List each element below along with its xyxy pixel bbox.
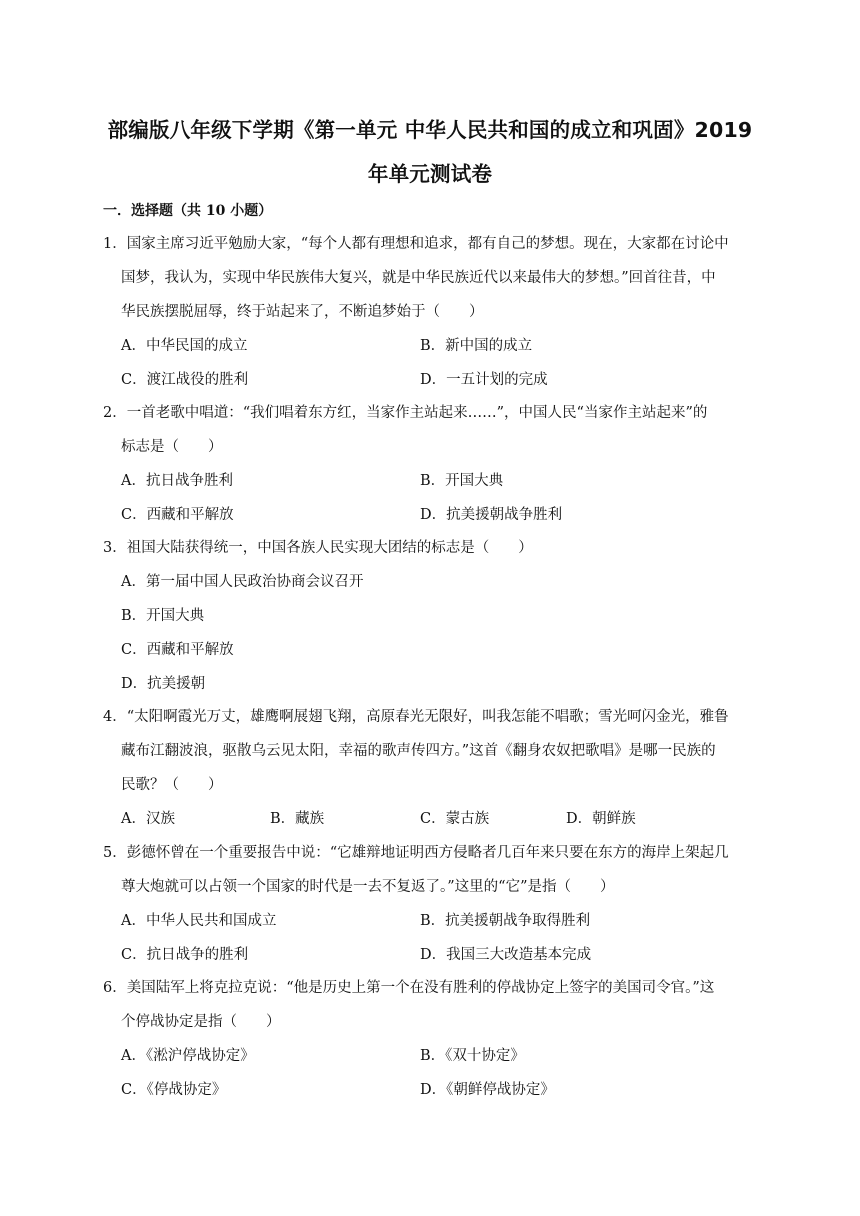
option-a: A．中华民国的成立 [121,338,248,354]
option-a: A．中华人民共和国成立 [121,913,277,929]
option-c: C．渡江战役的胜利 [121,372,249,388]
option-a: A．抗日战争胜利 [121,473,233,489]
question-text-line: 2．一首老歌中唱道：“我们唱着东方红，当家作主站起来……”，中国人民“当家作主站起来”的 [103,405,708,421]
question-text-line: 3．祖国大陆获得统一，中国各族人民实现大团结的标志是（ ） [103,540,533,556]
option-d: D．抗美援朝 [121,676,206,692]
title-line-1: 部编版八年级下学期《第一单元 中华人民共和国的成立和巩固》2019 [107,118,753,142]
option-b: B．藏族 [270,811,325,827]
question-text-line: 个停战协定是指（ ） [121,1014,281,1030]
option-d: D．一五计划的完成 [420,372,548,388]
question-text-line: 6．美国陆军上将克拉克说：“他是历史上第一个在没有胜利的停战协定上签字的美国司令官。”这 [103,980,715,996]
section-heading: 一．选择题（共 10 小题） [103,203,273,219]
option-c: C．《停战协定》 [121,1082,227,1098]
option-b: B．抗美援朝战争取得胜利 [420,913,591,929]
question-text-line: 4．“太阳啊霞光万丈，雄鹰啊展翅飞翔，高原春光无限好，叫我怎能不唱歌；雪光呵闪金光，雅鲁 [103,709,729,725]
option-c: C．抗日战争的胜利 [121,947,249,963]
option-d: D．朝鲜族 [566,811,636,827]
question-text-line: 华民族摆脱屈辱，终于站起来了，不断追梦始于（ ） [121,304,484,320]
question-text-line: 5．彭德怀曾在一个重要报告中说：“它雄辩地证明西方侵略者几百年来只要在东方的海岸上架起几 [103,845,729,861]
option-a: A．《淞沪停战协定》 [121,1048,255,1064]
option-b: B．开国大典 [121,608,205,624]
option-c: C．蒙古族 [420,811,490,827]
option-c: C．西藏和平解放 [121,642,234,658]
question-text-line: 尊大炮就可以占领一个国家的时代是一去不复返了。”这里的“它”是指（ ） [121,879,615,895]
question-text-line: 1．国家主席习近平勉励大家，“每个人都有理想和追求，都有自己的梦想。现在，大家都在讨论中 [103,236,729,252]
option-b: B．《双十协定》 [420,1048,525,1064]
question-text-line: 民歌？（ ） [121,777,223,793]
option-b: B．开国大典 [420,473,504,489]
option-d: D．我国三大改造基本完成 [420,947,592,963]
option-d: D．抗美援朝战争胜利 [420,507,563,523]
option-d: D．《朝鲜停战协定》 [420,1082,555,1098]
question-text-line: 国梦，我认为，实现中华民族伟大复兴，就是中华民族近代以来最伟大的梦想。”回首往昔，中 [121,270,716,286]
option-a: A．汉族 [121,811,175,827]
option-b: B．新中国的成立 [420,338,533,354]
title-line-2: 年单元测试卷 [367,162,493,186]
option-c: C．西藏和平解放 [121,507,234,523]
option-a: A．第一届中国人民政治协商会议召开 [121,574,364,590]
question-text-line: 标志是（ ） [121,439,223,455]
question-text-line: 藏布江翻波浪，驱散乌云见太阳，幸福的歌声传四方。”这首《翻身农奴把歌唱》是哪一民族的 [121,743,716,759]
